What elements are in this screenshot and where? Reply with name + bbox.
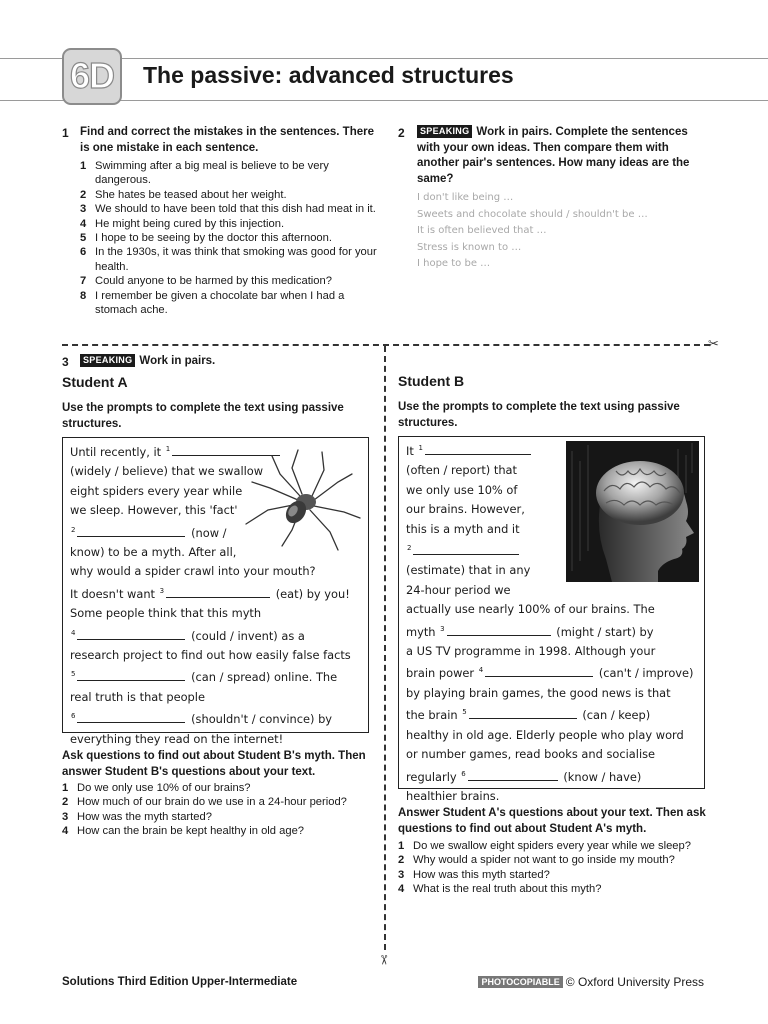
answer-gap[interactable]: [77, 712, 185, 723]
list-item: 1 Do we only use 10% of our brains?: [62, 782, 251, 794]
exercise-3-instruction: SPEAKING Work in pairs.: [80, 354, 215, 370]
student-a-heading: Student A: [62, 374, 128, 390]
cut-line-vertical: [384, 346, 386, 950]
answer-gap[interactable]: [425, 444, 531, 455]
student-b-ask-instruction: Answer Student A's questions about your text. Then ask questions to find out about Student A's myth.: [398, 807, 706, 835]
photocopiable-badge: PHOTOCOPIABLE: [478, 976, 562, 988]
list-item: 3 How was this myth started?: [398, 868, 550, 881]
exercise-1-list: [80, 159, 378, 317]
answer-gap[interactable]: [77, 670, 185, 681]
answer-gap[interactable]: [469, 708, 577, 719]
exercise-1-number: 1: [62, 126, 69, 140]
prompt-item: Sweets and chocolate should / shouldn't be …: [417, 208, 648, 220]
list-item: 5 I hope to be seeing by the doctor this afternoon.: [80, 232, 332, 245]
list-item: 1 Do we swallow eight spiders every year while we sleep?: [398, 840, 691, 852]
answer-gap[interactable]: [447, 625, 551, 636]
unit-badge: [62, 48, 122, 105]
footer-copyright: PHOTOCOPIABLE © Oxford University Press: [478, 975, 704, 989]
page-title: The passive: advanced structures: [143, 62, 514, 88]
student-a-questions: [62, 781, 372, 839]
exercise-1-instruction: Find and correct the mistakes in the sentences. There is one mistake in each sentence.: [80, 126, 374, 154]
unit-number: 6D: [69, 55, 115, 96]
list-item: 4 How can the brain be kept healthy in old age?: [62, 825, 305, 838]
prompt-item: I don't like being …: [417, 192, 514, 203]
student-b-instruction: Use the prompts to complete the text using passive structures.: [398, 401, 680, 429]
student-a-text-box: Until recently, it $^1$ (widely / believe) that we swallow eight spiders every year while we sleep. However, this 'fact' $^2$ (now / know) to be a myth. After all, why would a spider crawl into your mouth? It doesn't want $^3$ (eat) by you! Some people think that this myth $^4$ (could / invent) as a research project to find out how easily false facts $^5$ (can / spread) online. The real truth is that people $^6$ (shouldn't / convince) by everything they read on the internet!: [62, 437, 369, 733]
student-b-questions: [398, 839, 708, 897]
list-item: 2 She hates be teased about her weight.: [80, 188, 287, 201]
speaking-tag: SPEAKING: [417, 125, 472, 138]
student-a-instruction: Use the prompts to complete the text using passive structures.: [62, 402, 344, 430]
footer-book-title: Solutions Third Edition Upper-Intermediate: [62, 976, 298, 988]
student-a-ask-instruction: Ask questions to find out about Student B's myth. Then answer Student B's questions about your text.: [62, 750, 366, 778]
exercise-3-number: 3: [62, 355, 69, 369]
student-b-heading: Student B: [398, 373, 465, 389]
list-item: 2 Why would a spider not want to go inside my mouth?: [398, 854, 675, 867]
answer-gap[interactable]: [485, 666, 593, 677]
scissors-icon: ✂: [708, 336, 719, 351]
prompt-item: Stress is known to …: [417, 241, 522, 253]
cut-line-horizontal: [62, 344, 710, 346]
list-item: 3 How was the myth started?: [62, 810, 212, 823]
exercise-2-prompts: [417, 190, 648, 273]
answer-gap[interactable]: [166, 587, 270, 598]
answer-gap[interactable]: [77, 526, 185, 537]
prompt-item: It is often believed that …: [417, 225, 547, 236]
exercise-2-number: 2: [398, 126, 405, 140]
speaking-tag: SPEAKING: [80, 354, 135, 367]
list-item: 8 I remember be given a chocolate bar when I had a stomach ache.: [80, 289, 345, 317]
list-item: 1 Swimming after a big meal is believe to be very dangerous.: [80, 160, 329, 187]
answer-gap[interactable]: [468, 770, 558, 781]
prompt-item: I hope to be …: [417, 258, 491, 269]
list-item: 4 What is the real truth about this myth?: [398, 883, 602, 896]
spider-illustration: [240, 446, 366, 556]
list-item: 7 Could anyone to be harmed by this medication?: [80, 275, 332, 288]
student-b-text-box: It $^1$ (often / report) that we only use 10% of our brains. However, this is a myth and it $^2$ (estimate) that in any 24-hour period we actually use nearly 100% of our brains. The myth $^3$ (might / start) by a US TV programme in 1998. Although your brain power $^4$ (can't / improve) by playing brain games, the good news is that the brain $^5$ (can / keep) healthy in old age. Elderly people who play word or number games, read books and socialise regularly $^6$ (know / have) healthier brains.: [398, 436, 705, 789]
brain-head-illustration: [566, 441, 699, 582]
exercise-2-instruction: SPEAKING Work in pairs. Complete the sentences with your own ideas. Then compare them with another pair's sentences. How many ideas are the same?: [417, 126, 690, 185]
answer-gap[interactable]: [77, 629, 185, 640]
list-item: 4 He might being cured by this injection.: [80, 217, 285, 230]
list-item: 3 We should to have been told that this dish had meat in it.: [80, 203, 376, 216]
scissors-icon: ✂: [376, 954, 392, 966]
answer-gap[interactable]: [413, 544, 519, 555]
list-item: 2 How much of our brain do we use in a 24-hour period?: [62, 796, 347, 809]
list-item: 6 In the 1930s, it was think that smoking was good for your health.: [80, 246, 377, 273]
